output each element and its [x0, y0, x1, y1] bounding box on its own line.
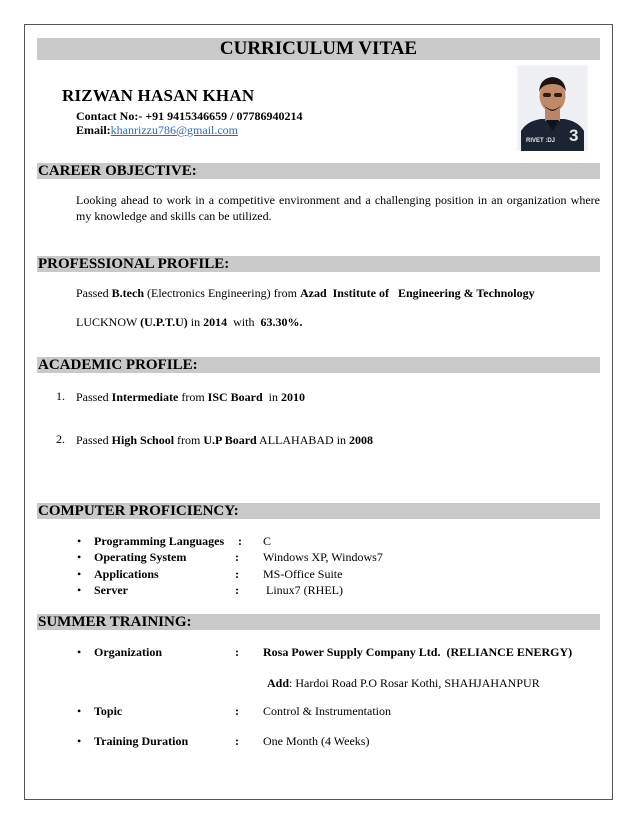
training-duration-label: Training Duration	[94, 734, 189, 748]
skill-label: Applications	[94, 567, 159, 581]
skill-label: Programming Languages	[94, 534, 225, 548]
professional-line-1	[76, 285, 535, 301]
text-segment: from	[178, 390, 208, 404]
board: U.P Board	[203, 433, 257, 447]
academic-heading: ACADEMIC PROFILE:	[38, 357, 198, 373]
year: 2008	[349, 433, 374, 447]
text-segment: in	[187, 315, 204, 329]
skill-colon: :	[235, 567, 239, 581]
skill-value: MS-Office Suite	[263, 567, 343, 581]
bullet-icon: •	[77, 645, 82, 659]
skill-label: Server	[94, 583, 128, 597]
skill-value: C	[263, 534, 272, 548]
professional-heading: PROFESSIONAL PROFILE:	[38, 256, 230, 272]
percentage: 63.30%.	[260, 315, 303, 329]
text-segment: in	[262, 390, 282, 404]
photo-shirt-number: 3	[569, 126, 579, 145]
text-segment: LUCKNOW	[76, 315, 141, 329]
academic-item-1	[76, 389, 305, 405]
text-segment: (Electronics Engineering) from	[144, 286, 300, 300]
bullet-icon: •	[77, 704, 82, 718]
degree: B.tech	[111, 286, 144, 300]
email-line	[76, 123, 238, 138]
text-segment: Passed	[76, 286, 112, 300]
computer-heading: COMPUTER PROFICIENCY:	[38, 503, 239, 519]
university: (U.P.T.U)	[140, 315, 188, 329]
career-heading: CAREER OBJECTIVE:	[38, 163, 197, 179]
bullet-icon: •	[77, 567, 82, 581]
text-segment: ALLAHABAD in	[256, 433, 350, 447]
photo-shirt-text: RIVET :DJ	[526, 138, 556, 144]
institute: Azad Institute of Engineering & Technology	[299, 286, 535, 300]
training-duration-value: One Month (4 Weeks)	[263, 734, 370, 748]
email-link[interactable]: khanrizzu786@gmail.com	[110, 123, 239, 137]
professional-line-2	[76, 314, 302, 330]
text-segment: from	[174, 433, 204, 447]
text-segment: with	[227, 315, 261, 329]
person-name: RIZWAN HASAN KHAN	[62, 86, 255, 105]
profile-photo	[517, 65, 588, 151]
skill-colon: :	[238, 534, 242, 548]
bullet-icon: •	[77, 550, 82, 564]
career-text: Looking ahead to work in a competitive environment and a challenging position in an organization where my knowledge and skills can be utilized.	[76, 193, 600, 223]
bullet-icon: •	[77, 583, 82, 597]
qualification: High School	[111, 433, 175, 447]
training-address	[267, 675, 540, 691]
bullet-icon: •	[77, 534, 82, 548]
text-segment: Passed	[76, 433, 112, 447]
text-segment: Passed	[76, 390, 112, 404]
board: ISC Board	[207, 390, 263, 404]
list-number: 1.	[56, 389, 65, 403]
skill-value: Linux7 (RHEL)	[263, 583, 343, 597]
academic-item-2	[76, 432, 373, 448]
skill-colon: :	[235, 550, 239, 564]
contact-number: Contact No:- +91 9415346659 / 07786940214	[76, 109, 303, 123]
training-org-colon: :	[235, 645, 239, 659]
skill-label: Operating System	[94, 550, 187, 564]
training-duration-colon: :	[235, 734, 239, 748]
address-value: : Hardoi Road P.O Rosar Kothi, SHAHJAHANPUR	[289, 676, 540, 690]
qualification: Intermediate	[111, 390, 179, 404]
training-topic-colon: :	[235, 704, 239, 718]
training-topic-value: Control & Instrumentation	[263, 704, 391, 718]
year: 2010	[281, 390, 306, 404]
list-number: 2.	[56, 432, 65, 446]
training-topic-label: Topic	[94, 704, 123, 718]
email-label: Email:	[76, 123, 111, 137]
year: 2014	[203, 315, 228, 329]
training-org-label: Organization	[94, 645, 162, 659]
page-title: CURRICULUM VITAE	[219, 38, 418, 59]
skill-value: Windows XP, Windows7	[263, 550, 383, 564]
address-label: Add	[267, 676, 290, 690]
training-org-value: Rosa Power Supply Company Ltd. (RELIANCE ENERGY)	[263, 645, 573, 659]
training-heading: SUMMER TRAINING:	[38, 614, 192, 630]
bullet-icon: •	[77, 734, 82, 748]
skill-colon: :	[235, 583, 239, 597]
